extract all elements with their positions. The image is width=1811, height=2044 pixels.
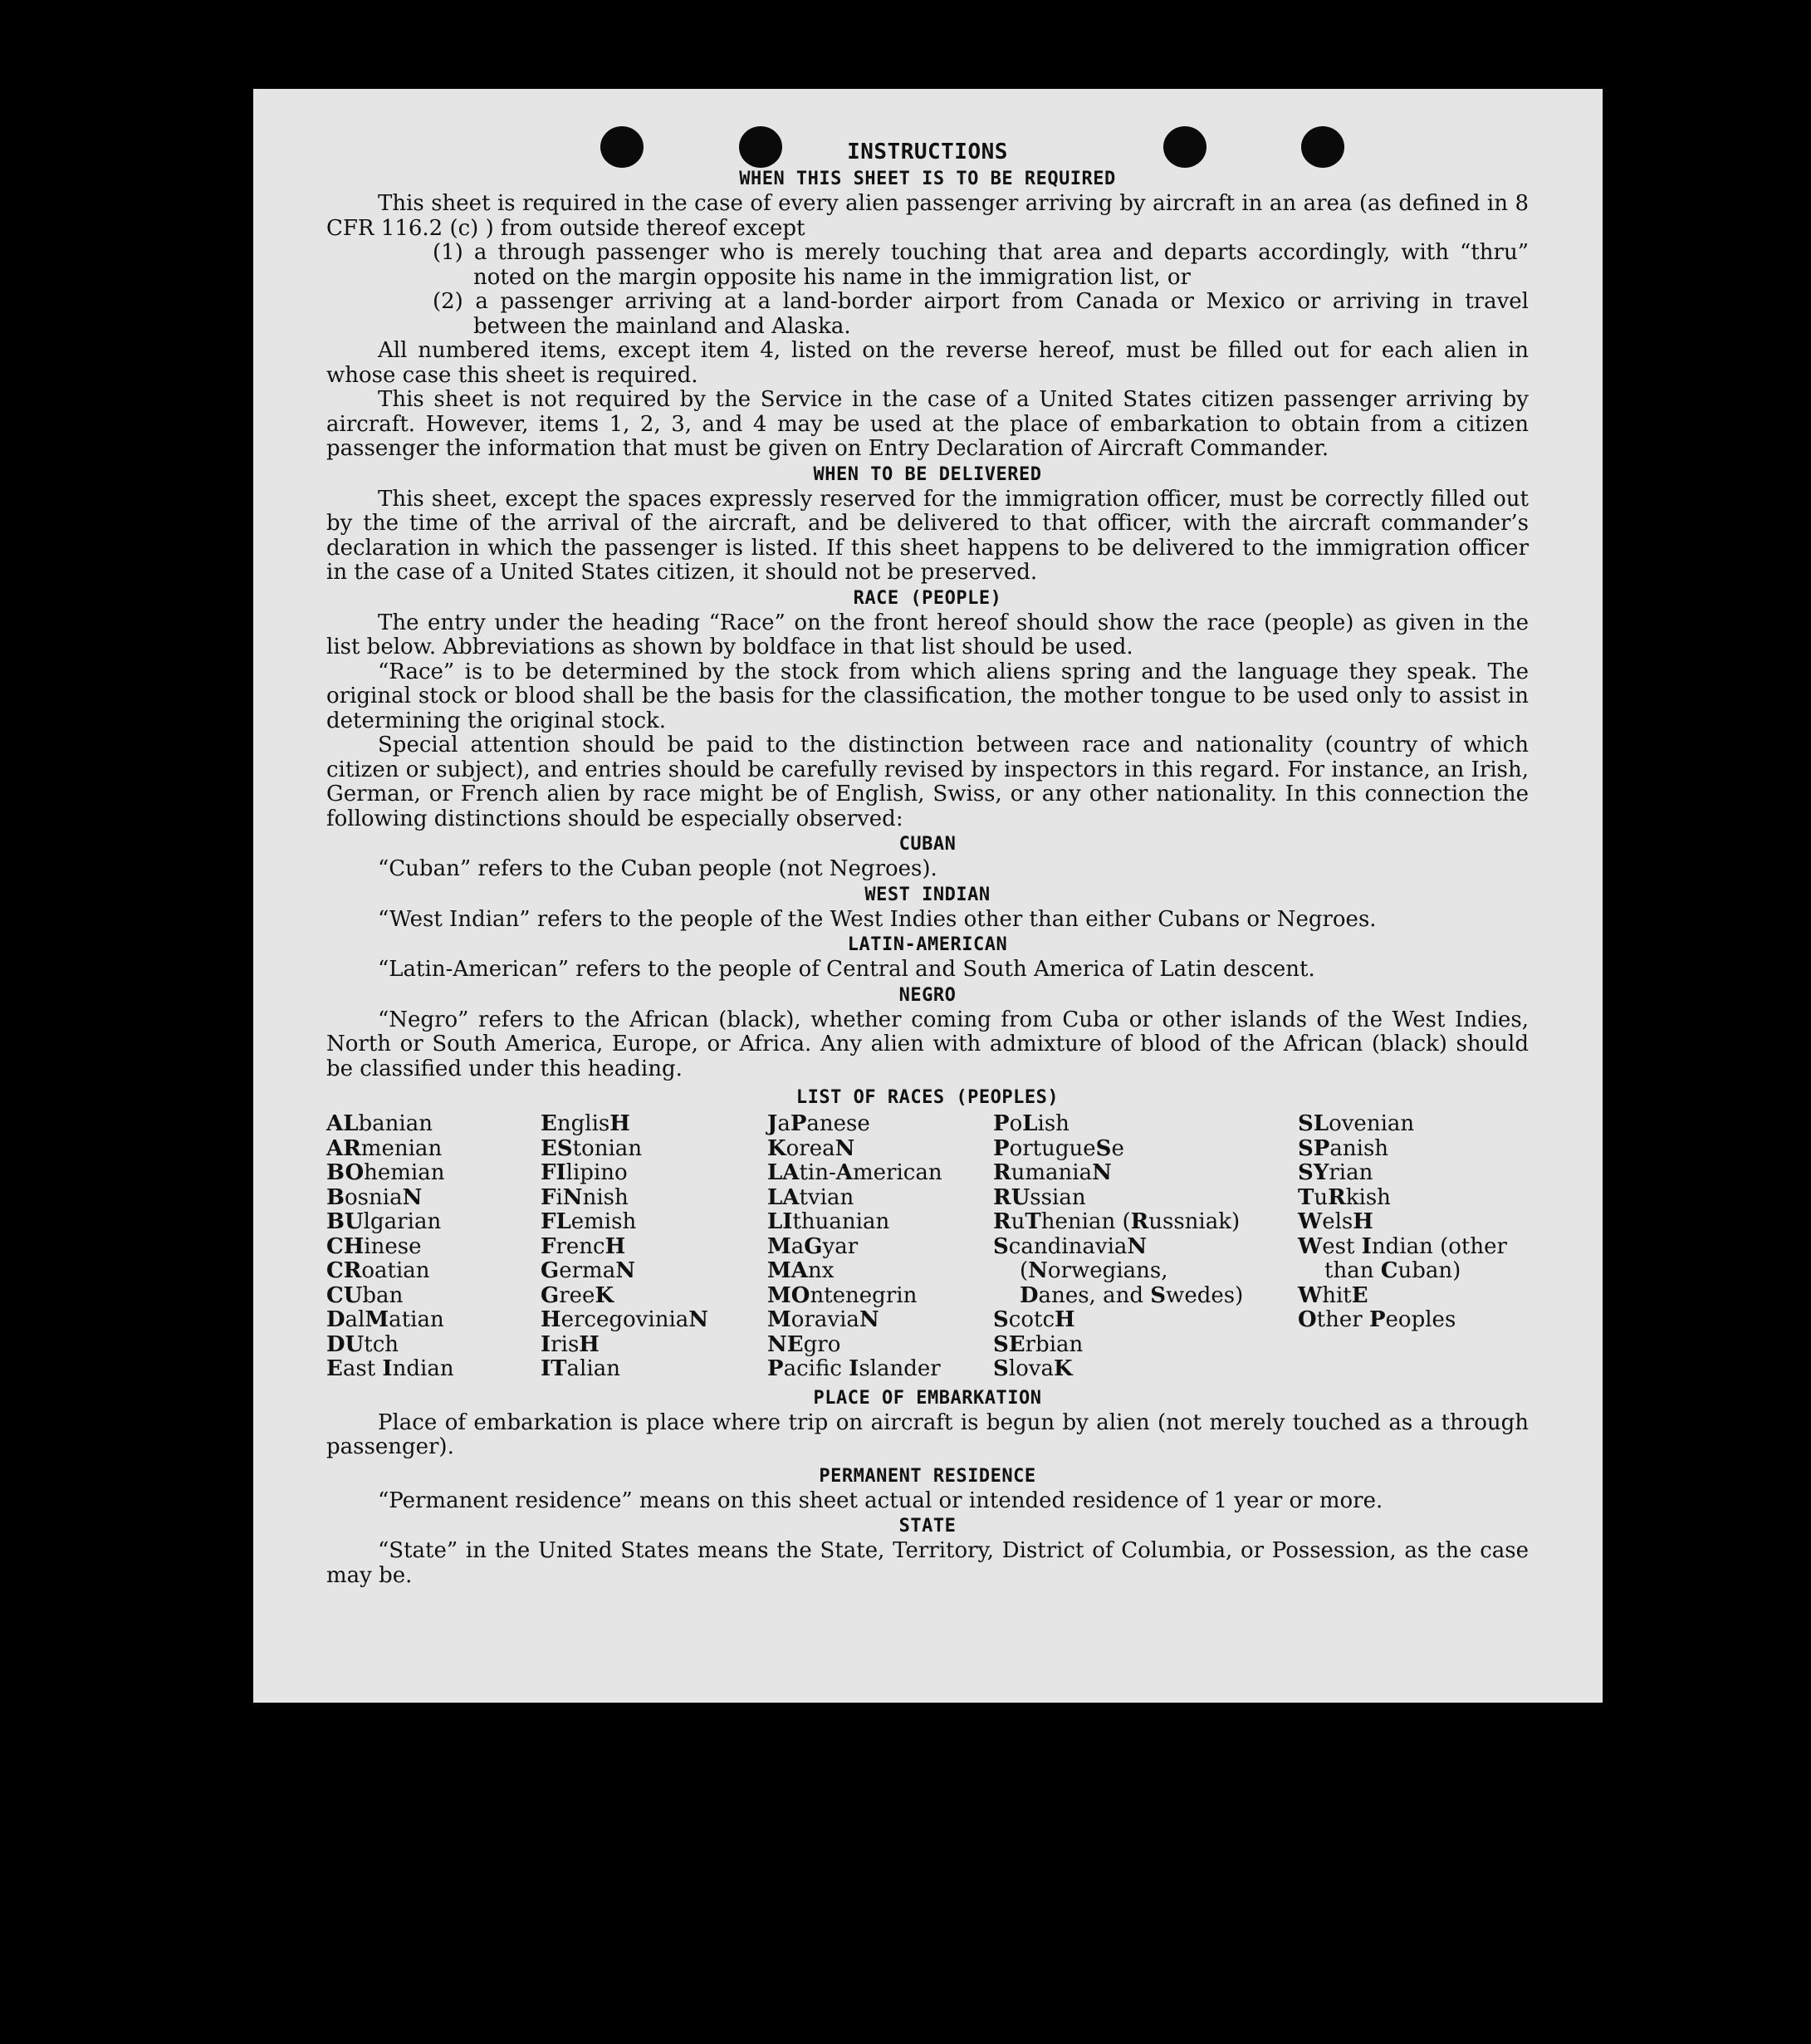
race-item: ITalian xyxy=(541,1356,620,1381)
heading-negro: NEGRO xyxy=(898,984,957,1006)
heading-place-of-embarkation: PLACE OF EMBARKATION xyxy=(813,1387,1042,1409)
race-item: RUssian xyxy=(993,1184,1086,1210)
races-column-2 xyxy=(541,1112,767,1382)
required-intro: This sheet is required in the case of every alien passenger arriving by aircraft in an area (as defined in 8 CFR 116.2 (c) ) from outside thereof except xyxy=(326,191,1529,241)
heading-cuban: CUBAN xyxy=(898,834,957,855)
delivered-text: This sheet, except the spaces expressly reserved for the immigration officer, must be correctly filled out by the time of the arrival of the aircraft, and be delivered to that officer, with the aircraft commander’s declaration in which the passenger is listed. If this sheet happens to be delivered to the immigration officer in the case of a United States citizen, it should not be preserved. xyxy=(326,486,1529,585)
race-item: LIthuanian xyxy=(767,1209,890,1234)
races-column-4 xyxy=(993,1112,1248,1382)
heading-list-of-races: LIST OF RACES (PEOPLES) xyxy=(795,1087,1060,1108)
race-item: Other Peoples xyxy=(1298,1307,1456,1332)
race-item: SErbian xyxy=(993,1331,1084,1357)
negro-text: “Negro” refers to the African (black), whether coming from Cuba or other islands of the West Indies, North or South America, Europe, or Africa. Any alien with admixture of blood of the African (black) should be classified under this heading. xyxy=(326,1007,1529,1081)
race-item: GreeK xyxy=(541,1282,614,1308)
race-para-2: “Race” is to be determined by the stock from which aliens spring and the language they speak. The original stock or blood shall be the basis for the classification, the mother tongue to be used only to assist in determining the original stock. xyxy=(326,659,1529,733)
race-item: MoraviaN xyxy=(767,1307,879,1332)
race-item: SPanish xyxy=(1298,1135,1389,1161)
race-item: Pacifc Islander xyxy=(767,1356,941,1381)
race-para-1: The entry under the heading “Race” on the front hereof should show the race (people) as given in the list below. Abbreviations as shown by boldface in that list should be used. xyxy=(326,610,1529,659)
race-item: ARmenian xyxy=(326,1135,443,1161)
race-item: FiNnish xyxy=(541,1184,629,1210)
race-item: WelsH xyxy=(1298,1209,1373,1234)
race-item: EStonian xyxy=(541,1135,643,1161)
race-item: NEgro xyxy=(767,1331,841,1357)
races-column-1 xyxy=(326,1112,541,1382)
race-item: DUtch xyxy=(326,1331,399,1357)
heading-latin-american: LATIN-AMERICAN xyxy=(847,934,1008,955)
race-item: BosniaN xyxy=(326,1184,423,1210)
race-item: CHinese xyxy=(326,1233,422,1259)
cuban-text: “Cuban” refers to the Cuban people (not Negroes). xyxy=(378,856,937,881)
race-item: LAtin-American xyxy=(767,1160,942,1185)
race-item: MAnx xyxy=(767,1258,835,1283)
latin-american-text: “Latin-American” refers to the people of Central and South America of Latin descent. xyxy=(378,957,1315,982)
heading-permanent-residence: PERMANENT RESIDENCE xyxy=(819,1465,1036,1487)
race-item: WhitE xyxy=(1298,1282,1368,1308)
heading-when-delivered: WHEN TO BE DELIVERED xyxy=(813,463,1042,485)
race-item: ALbanian xyxy=(326,1111,433,1136)
race-item: IrisH xyxy=(541,1331,600,1357)
race-item: CUban xyxy=(326,1282,404,1308)
race-item: EnglisH xyxy=(541,1111,630,1136)
races-list xyxy=(326,1112,1529,1382)
heading-west-indian: WEST INDIAN xyxy=(864,884,991,905)
heading-race: RACE (PEOPLE) xyxy=(853,587,1002,609)
sheet-content xyxy=(326,139,1529,1588)
west-indian-text: “West Indian” refers to the people of the West Indies other than either Cubans or Negroes. xyxy=(378,906,1377,932)
residence-text: “Permanent residence” means on this sheet actual or intended residence of 1 year or more. xyxy=(378,1488,1383,1513)
instructions-title: INSTRUCTIONS xyxy=(847,140,1008,164)
heading-when-required: WHEN THIS SHEET IS TO BE REQUIRED xyxy=(739,169,1116,189)
embarkation-text: Place of embarkation is place where trip on aircraft is begun by alien (not merely touched as a through passenger). xyxy=(326,1409,1529,1459)
race-item: HercegoviniaN xyxy=(541,1307,709,1332)
race-item: KoreaN xyxy=(767,1135,855,1161)
race-item: BUlgarian xyxy=(326,1209,442,1234)
race-item: GermaN xyxy=(541,1258,635,1283)
race-item: FrencH xyxy=(541,1233,626,1259)
required-item-2: (2) a passenger arriving at a land-border airport from Canada or Mexico or arriving in travel between the mainland and Alaska. xyxy=(433,289,1529,339)
race-item: JaPanese xyxy=(767,1111,870,1136)
race-item: SYrian xyxy=(1298,1160,1373,1185)
races-column-5 xyxy=(1248,1112,1517,1382)
race-item: RuThenian (Russniak) xyxy=(993,1209,1241,1234)
required-para-3: This sheet is not required by the Service in the case of a United States citizen passenger arriving by aircraft. However, items 1, 2, 3, and 4 may be used at the place of embarkation to obtain from a citizen passenger the information that must be given on Entry Declaration of Aircraft Commander. xyxy=(326,387,1529,461)
race-item: BOhemian xyxy=(326,1160,445,1185)
race-item: MaGyar xyxy=(767,1233,859,1259)
race-item: West Indian (other than Cuban) xyxy=(1298,1233,1507,1283)
instruction-sheet xyxy=(253,89,1603,1703)
race-item: CRoatian xyxy=(326,1258,430,1283)
race-para-3: Special attention should be paid to the distinction between race and nationality (country of which citizen or subject), and entries should be carefully revised by inspectors in this regard. For instance, an Irish, German, or French alien by race might be of English, Swiss, or any other nationality. In this connection the following distinctions should be especially observed: xyxy=(326,733,1529,831)
race-item: RumaniaN xyxy=(993,1160,1112,1185)
state-text: “State” in the United States means the State, Territory, District of Columbia, or Possession, as the case may be. xyxy=(326,1538,1529,1588)
race-item: PoLish xyxy=(993,1111,1069,1136)
race-item: PortugueSe xyxy=(993,1135,1124,1161)
race-item: DalMatian xyxy=(326,1307,444,1332)
race-item: ScotcH xyxy=(993,1307,1075,1332)
races-column-3 xyxy=(767,1112,993,1382)
required-para-2: All numbered items, except item 4, listed on the reverse hereof, must be filled out for each alien in whose case this sheet is required. xyxy=(326,338,1529,388)
race-item: SlovaK xyxy=(993,1356,1073,1381)
race-item: ScandinaviaN (Norwegians, Danes, and Swedes) xyxy=(993,1233,1244,1308)
race-item: TuRkish xyxy=(1298,1184,1391,1210)
race-item: FIlipino xyxy=(541,1160,628,1185)
race-item: FLemish xyxy=(541,1209,637,1234)
race-item: LAtvian xyxy=(767,1184,854,1210)
required-item-1: (1) a through passenger who is merely touching that area and departs accordingly, with “thru” noted on the margin opposite his name in the immigration list, or xyxy=(433,240,1529,290)
race-item: East Indian xyxy=(326,1356,454,1381)
race-item: MOntenegrin xyxy=(767,1282,918,1308)
race-item: SLovenian xyxy=(1298,1111,1415,1136)
heading-state: STATE xyxy=(898,1516,957,1537)
